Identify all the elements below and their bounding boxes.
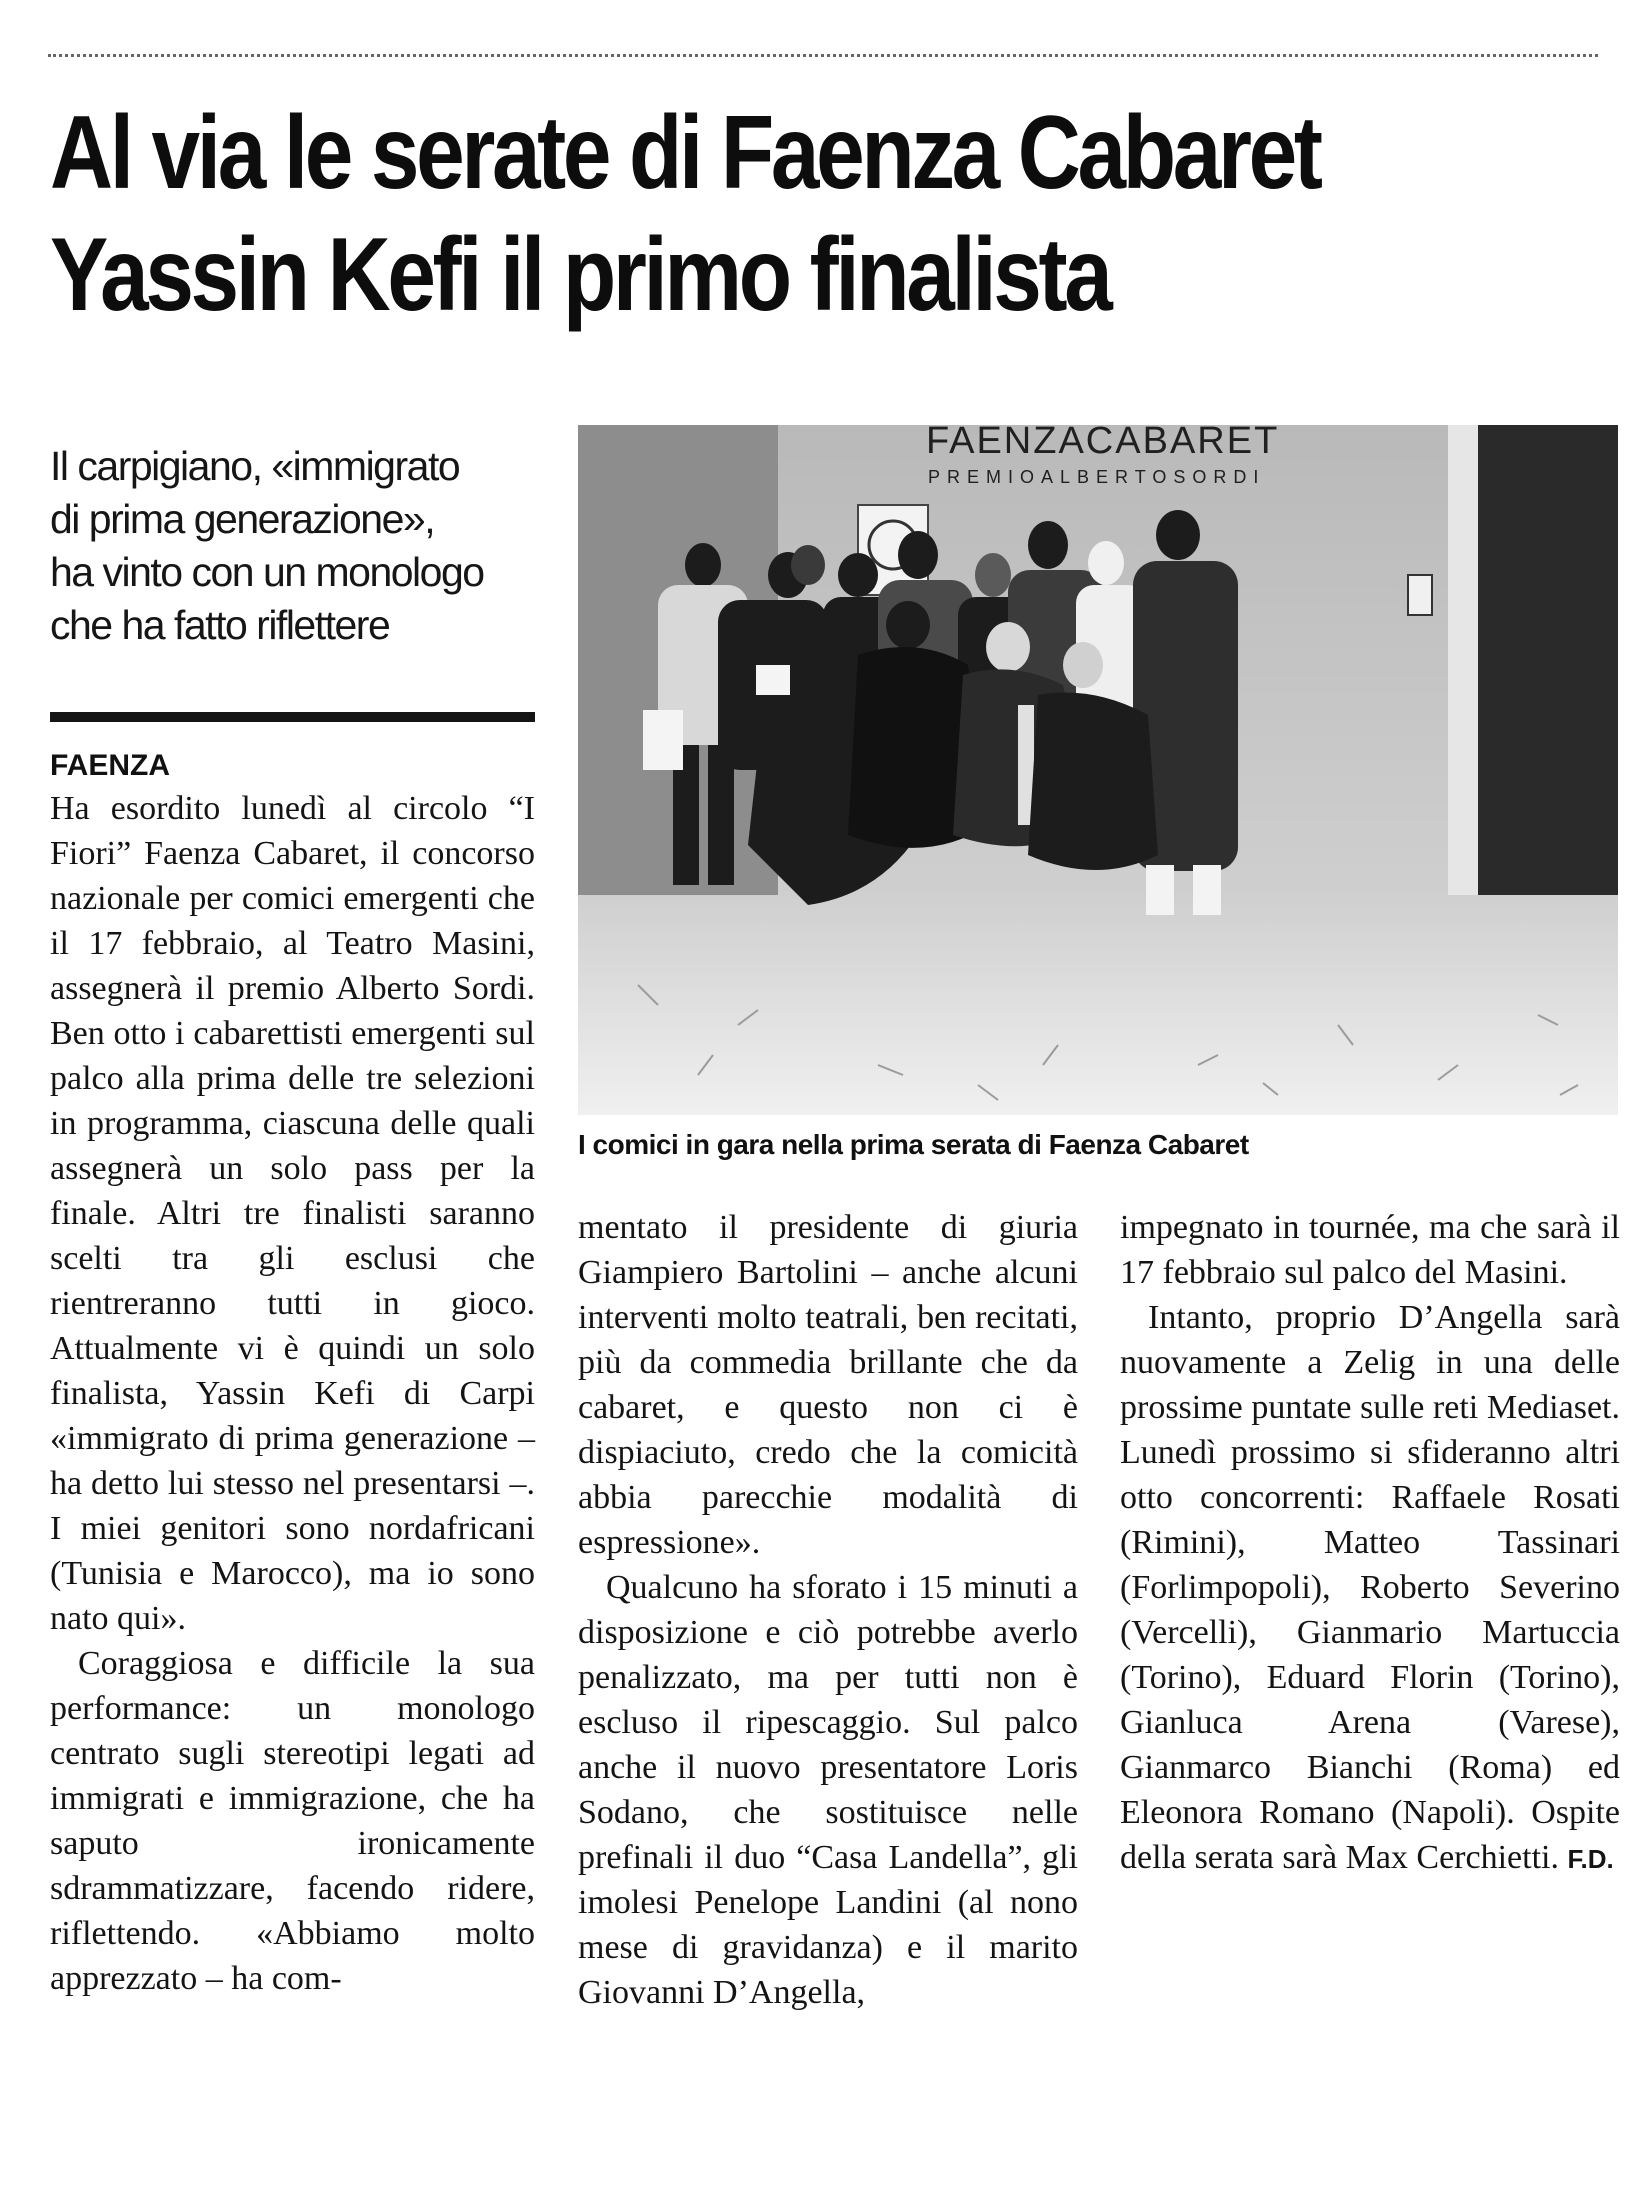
article-column-2 xyxy=(578,1205,1078,2015)
article-paragraph: impegnato in tournée, ma che sarà il 17 febbraio sul palco del Masini. xyxy=(1120,1209,1620,1291)
dateline: FAENZA xyxy=(50,749,170,782)
subhead-line: ha vinto con un monologo xyxy=(50,549,484,595)
headline-line-1: Al via le serate di Faenza Cabaret xyxy=(50,95,1320,211)
article-column-3 xyxy=(1120,1205,1620,1882)
headline-line-2: Yassin Kefi il primo finalista xyxy=(50,217,1110,333)
subhead-line: Il carpigiano, «immigrato xyxy=(50,443,460,489)
headline xyxy=(50,92,1360,336)
photo-sign-subtitle: PREMIOALBERTOSORDI xyxy=(928,467,1266,487)
article-column-1 xyxy=(50,786,535,2001)
article-paragraph: Ha esordito lunedì al circolo “I Fiori” Faenza Cabaret, il concorso nazionale per comici emergenti che il 17 febbraio, al Teatro Masini, assegnerà il premio Alberto Sordi. Ben otto i cabarettisti emergenti sul palco alla prima delle tre selezioni in programma, ciascuna delle quali assegnerà un solo pass per la finale. Altri tre finalisti saranno scelti tra gli esclusi che rientreranno tutti in gioco. Attualmente vi è quindi un solo finalista, Yassin Kefi di Carpi «immigrato di prima generazione – ha detto lui stesso nel presentarsi –. I miei genitori sono nordafricani (Tunisia e Marocco), ma io sono nato qui». xyxy=(50,790,535,1637)
subhead-line: di prima generazione», xyxy=(50,496,435,542)
article-paragraph xyxy=(1120,1295,1620,1882)
photo-sign-title: FAENZACABARET xyxy=(926,425,1280,462)
section-rule xyxy=(50,712,535,722)
subheadline xyxy=(50,440,560,652)
article-paragraph: Coraggiosa e difficile la sua performance: un monologo centrato sugli stereotipi legati ad immigrati e immigrazione, che ha saputo ironicamente sdrammatizzare, facendo ridere, riflettendo. «Abbiamo molto apprezzato – ha com- xyxy=(50,1645,535,1997)
article-paragraph-text: Intanto, proprio D’Angella sarà nuovamente a Zelig in una delle prossime puntate sulle reti Mediaset. Lunedì prossimo si sfideranno altri otto concorrenti: Raffaele Rosati (Rimini), Matteo Tassinari (Forlimpopoli), Roberto Severino (Vercelli), Gianmario Martuccia (Torino), Eduard Florin (Torino), Gianluca Arena (Varese), Gianmarco Bianchi (Roma) ed Eleonora Romano (Napoli). Ospite della serata sarà Max Cerchietti. xyxy=(1120,1299,1620,1876)
group-photo xyxy=(578,425,1618,1115)
photo-caption: I comici in gara nella prima serata di Faenza Cabaret xyxy=(578,1129,1249,1160)
top-dotted-rule xyxy=(48,54,1598,57)
article-paragraph: Qualcuno ha sforato i 15 minuti a disposizione e ciò potrebbe averlo penalizzato, ma per tutti non è escluso il ripescaggio. Sul palco anche il nuovo presentatore Loris Sodano, che sostituisce nelle prefinali il duo “Casa Landella”, gli imolesi Penelope Landini (al nono mese di gravidanza) e il marito Giovanni D’Angella, xyxy=(578,1569,1078,2011)
author-signature: F.D. xyxy=(1567,1844,1614,1874)
group-photo-illustration xyxy=(578,425,1618,1115)
subhead-line: che ha fatto riflettere xyxy=(50,602,390,648)
article-paragraph: mentato il presidente di giuria Giampiero Bartolini – anche alcuni interventi molto teatrali, ben recitati, più da commedia brillante che da cabaret, e questo non ci è dispiaciuto, credo che la comicità abbia parecchie modalità di espressione». xyxy=(578,1209,1078,1561)
